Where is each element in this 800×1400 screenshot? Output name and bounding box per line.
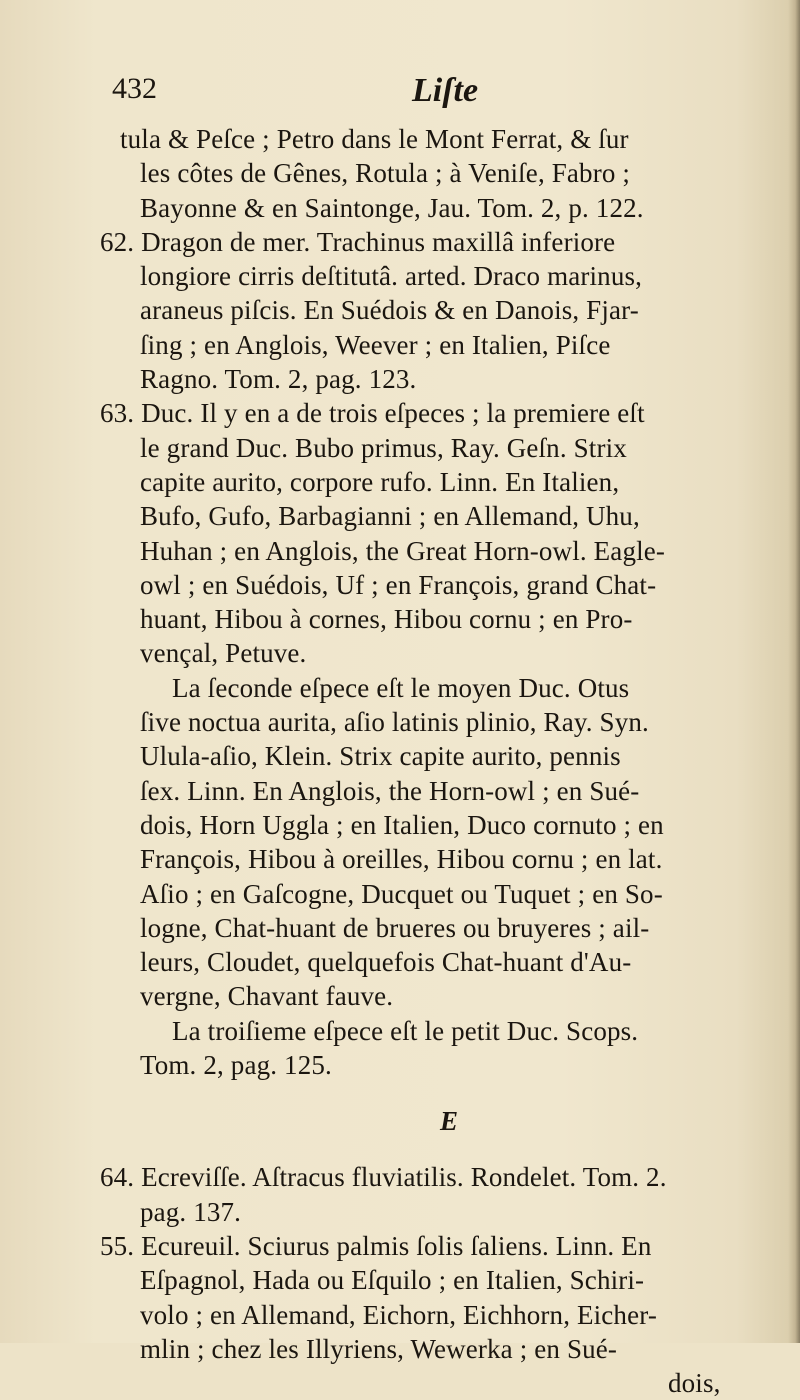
text-line: dois, Horn Uggla ; en Italien, Duco cornuto ; en [140,809,664,840]
text-line: tula & Peſce ; Petro dans le Mont Ferrat, & ſur [120,124,629,154]
spacer [100,1082,768,1096]
text-line: Huhan ; en Anglois, the Great Horn-owl. Eagle- [140,535,666,566]
text-line: 64. Ecreviſſe. Aſtracus fluviatilis. Rondelet. Tom. 2. [100,1162,667,1193]
text-line: owl ; en Suédois, Uf ; en François, grand Chat- [140,569,657,600]
running-head: Liſte [412,72,479,109]
text-line: vergne, Chavant fauve. [140,981,394,1012]
text-line: ſive noctua aurita, aſio latinis plinio, Ray. Syn. [140,707,649,738]
text-line: capite aurito, corpore rufo. Linn. En Italien, [140,466,620,497]
text-line: les côtes de Gênes, Rotula ; à Veniſe, Fabro ; [140,158,631,189]
text-line: mlin ; chez les Illyriens, Wewerka ; en Sué- [140,1333,618,1364]
text-line: longiore cirris deſtitutâ. arted. Draco marinus, [140,261,643,292]
text-line: Ulula-aſio, Klein. Strix capite aurito, pennis [140,741,621,772]
text-line: Aſio ; en Gaſcogne, Ducquet ou Tuquet ; en So- [140,878,663,909]
text-line: Eſpagnol, Hada ou Eſquilo ; en Italien, Schiri- [140,1265,645,1296]
text-line: logne, Chat-huant de brueres ou bruyeres ; ail- [140,912,650,943]
text-line: huant, Hibou à cornes, Hibou cornu ; en Pro- [140,604,633,635]
page-text [100,122,768,1400]
spacer [100,1146,768,1160]
text-line: pag. 137. [140,1196,242,1227]
text-line: Bufo, Gufo, Barbagianni ; en Allemand, Uhu, [140,501,640,532]
text-line: dois, [668,1368,721,1399]
text-line: Bayonne & en Saintonge, Jau. Tom. 2, p. 122. [140,192,644,223]
text-line: vençal, Petuve. [140,638,307,669]
page-number: 432 [112,72,157,105]
text-line: leurs, Cloudet, quelquefois Chat-huant d'Au- [140,947,632,978]
page-header [112,72,672,122]
text-line: François, Hibou à oreilles, Hibou cornu ; en lat. [140,844,663,875]
text-line: La troiſieme eſpece eſt le petit Duc. Scops. [172,1015,639,1046]
text-line: 63. Duc. Il y en a de trois eſpeces ; la premiere eſt [100,398,645,429]
text-line: ſex. Linn. En Anglois, the Horn-owl ; en Sué- [140,775,640,806]
text-line: La ſeconde eſpece eſt le moyen Duc. Otus [172,672,630,703]
text-line: 55. Ecureuil. Sciurus palmis ſolis ſaliens. Linn. En [100,1230,652,1261]
text-line: araneus piſcis. En Suédois & en Danois, Fjar- [140,295,639,326]
text-line: 62. Dragon de mer. Trachinus maxillâ inferiore [100,226,616,257]
text-line: volo ; en Allemand, Eichorn, Eichhorn, Eicher- [140,1299,657,1330]
page-edge-shadow [788,0,800,1343]
text-line: ſing ; en Anglois, Weever ; en Italien, Piſce [140,329,611,360]
text-line: Tom. 2, pag. 125. [140,1050,332,1081]
text-line: le grand Duc. Bubo primus, Ray. Geſn. Strix [140,432,627,463]
text-line: Ragno. Tom. 2, pag. 123. [140,364,417,395]
section-heading-letter: E [439,1106,458,1137]
